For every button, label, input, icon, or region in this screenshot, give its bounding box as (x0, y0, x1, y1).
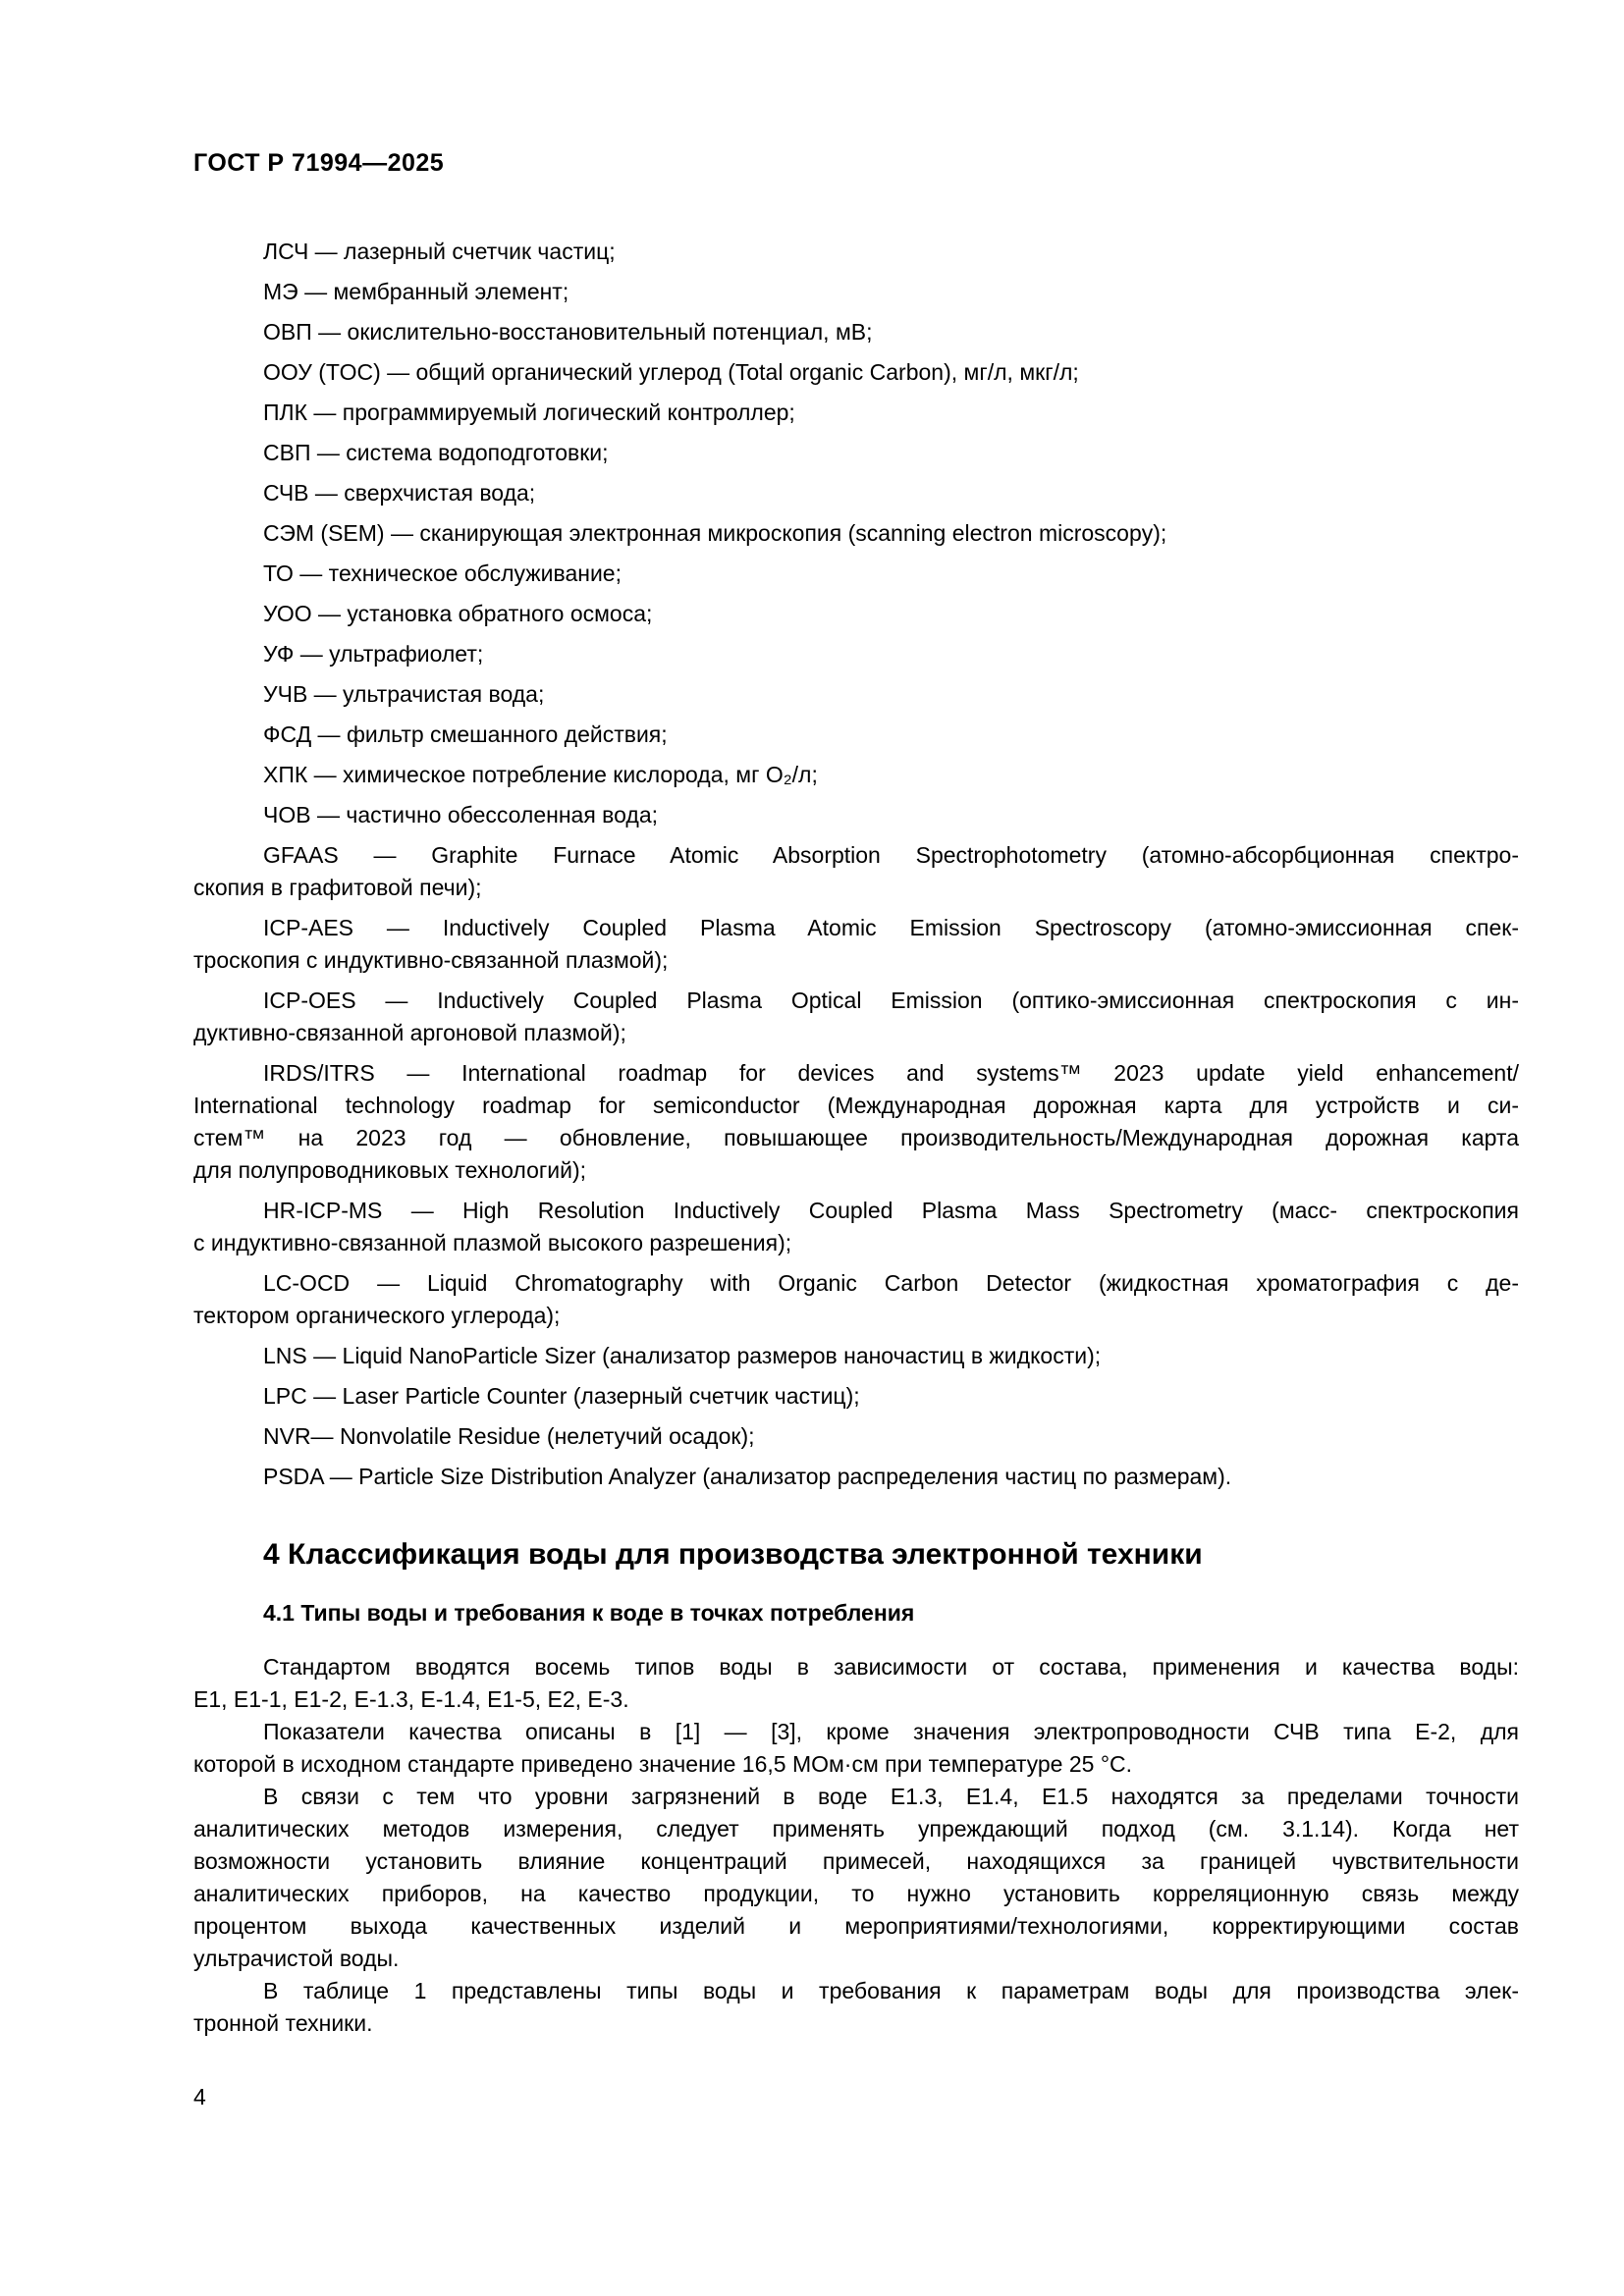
abbreviation-item (193, 912, 1519, 977)
body-paragraph-line: Показатели качества описаны в [1] — [3], кроме значения электропроводности СЧВ типа Е-2, для (263, 1719, 1519, 1744)
body-paragraph-line: тронной техники. (193, 2010, 373, 2036)
abbreviation-item-line: ICP-OES — Inductively Coupled Plasma Optical Emission (оптико-эмиссионная спектроскопия с ин- (263, 988, 1519, 1013)
abbreviation-item-line: ЛСЧ — лазерный счетчик частиц; (263, 239, 616, 264)
abbreviation-item-line: LNS — Liquid NanoParticle Sizer (анализатор размеров наночастиц в жидкости); (263, 1343, 1102, 1368)
abbreviation-item-line: дуктивно-связанной аргоновой плазмой); (193, 1020, 626, 1045)
abbreviation-item-line: УФ — ультрафиолет; (263, 641, 484, 667)
abbreviation-item (193, 1380, 1519, 1413)
abbreviation-item (193, 477, 1519, 509)
body-paragraph (193, 1975, 1519, 2040)
body-paragraph-line: возможности установить влияние концентраций примесей, находящихся за границей чувствительности (193, 1848, 1519, 1874)
body-paragraph-line: аналитических приборов, на качество продукции, то нужно установить корреляционную связь между (193, 1881, 1519, 1906)
abbreviation-item (193, 437, 1519, 469)
abbreviation-item-line: IRDS/ITRS — International roadmap for devices and systems™ 2023 update yield enhancement/ (263, 1060, 1519, 1086)
abbreviation-item-line: троскопия с индуктивно-связанной плазмой); (193, 947, 669, 973)
abbreviation-item (193, 719, 1519, 751)
body-paragraph-line: которой в исходном стандарте приведено значение 16,5 МОм·см при температуре 25 °С. (193, 1751, 1133, 1777)
abbreviation-item-line: ICP-AES — Inductively Coupled Plasma Atomic Emission Spectroscopy (атомно-эмиссионная спек- (263, 915, 1519, 940)
abbreviation-item-line: УОО — установка обратного осмоса; (263, 601, 653, 626)
abbreviation-item-line: УЧВ — ультрачистая вода; (263, 681, 545, 707)
abbreviation-item-line: ФСД — фильтр смешанного действия; (263, 721, 668, 747)
abbreviation-item (193, 759, 1519, 791)
abbreviation-item-line: с индуктивно-связанной плазмой высокого разрешения); (193, 1230, 792, 1255)
abbreviation-item (193, 356, 1519, 389)
abbreviation-item (193, 839, 1519, 904)
abbreviation-item (193, 517, 1519, 550)
abbreviation-item (193, 598, 1519, 630)
abbreviation-item-line: тектором органического углерода); (193, 1303, 561, 1328)
abbreviation-item-line: LC-OCD — Liquid Chromatography with Organic Carbon Detector (жидкостная хроматография с де- (263, 1270, 1519, 1296)
body-paragraph-line: В таблице 1 представлены типы воды и требования к параметрам воды для производства элек- (263, 1978, 1519, 2003)
body-paragraph-line: Стандартом вводятся восемь типов воды в зависимости от состава, применения и качества воды: (263, 1654, 1519, 1680)
body-paragraph-line: аналитических методов измерения, следует применять упреждающий подход (см. 3.1.14). Когда нет (193, 1816, 1519, 1842)
abbreviation-item-line: СВП — система водоподготовки; (263, 440, 609, 465)
abbreviation-item-line: СЭМ (SEM) — сканирующая электронная микроскопия (scanning electron microscopy); (263, 520, 1167, 546)
body-paragraph-line: Е1, Е1-1, Е1-2, Е-1.3, Е-1.4, Е1-5, Е2, Е-3. (193, 1686, 629, 1712)
abbreviation-item-line: PSDA — Particle Size Distribution Analyzer (анализатор распределения частиц по размерам). (263, 1464, 1232, 1489)
abbreviation-item (193, 678, 1519, 711)
abbreviation-item-line: NVR— Nonvolatile Residue (нелетучий осадок); (263, 1423, 755, 1449)
page-content (193, 145, 1519, 2040)
abbreviation-item (193, 799, 1519, 831)
abbreviation-item-line: для полупроводниковых технологий); (193, 1157, 587, 1183)
abbreviations-list (193, 236, 1519, 1493)
abbreviation-item (193, 236, 1519, 268)
abbreviation-item-line: International technology roadmap for semiconductor (Международная дорожная карта для устройств и си- (193, 1093, 1519, 1118)
abbreviation-item (193, 638, 1519, 670)
body-paragraph (193, 1651, 1519, 1716)
abbreviation-item-line: ПЛК — программируемый логический контроллер; (263, 400, 795, 425)
abbreviation-item (193, 276, 1519, 308)
section-heading: 4 Классификация воды для производства электронной техники (263, 1538, 1203, 1571)
abbreviation-item-line: стем™ на 2023 год — обновление, повышающее производительность/Международная дорожная карта (193, 1125, 1519, 1150)
abbreviation-item-line: СЧВ — сверхчистая вода; (263, 480, 536, 506)
abbreviation-item-line: ХПК — химическое потребление кислорода, мг О₂/л; (263, 762, 818, 787)
page-number: 4 (193, 2084, 206, 2109)
body-paragraph (193, 1716, 1519, 1781)
abbreviation-item (193, 1340, 1519, 1372)
abbreviation-item-line: GFAAS — Graphite Furnace Atomic Absorption Spectrophotometry (атомно-абсорбционная спектро- (263, 842, 1519, 868)
abbreviation-item-line: ЧОВ — частично обессоленная вода; (263, 802, 659, 828)
abbreviation-item-line: скопия в графитовой печи); (193, 875, 482, 900)
abbreviation-item (193, 1195, 1519, 1259)
body-paragraph-line: В связи с тем что уровни загрязнений в воде Е1.3, Е1.4, Е1.5 находятся за пределами точности (263, 1784, 1519, 1809)
body-paragraphs (193, 1651, 1519, 2040)
subsection-heading: 4.1 Типы воды и требования к воде в точках потребления (263, 1600, 915, 1626)
body-paragraph-line: процентом выхода качественных изделий и мероприятиями/технологиями, корректирующими состав (193, 1913, 1519, 1939)
abbreviation-item-line: LPC — Laser Particle Counter (лазерный счетчик частиц); (263, 1383, 860, 1409)
abbreviation-item (193, 1057, 1519, 1187)
abbreviation-item (193, 985, 1519, 1049)
body-paragraph (193, 1781, 1519, 1975)
abbreviation-item-line: ООУ (TOC) — общий органический углерод (Total organic Carbon), мг/л, мкг/л; (263, 359, 1079, 385)
abbreviation-item-line: HR-ICP-MS — High Resolution Inductively Coupled Plasma Mass Spectrometry (масс- спектроскопия (263, 1198, 1519, 1223)
abbreviation-item (193, 1267, 1519, 1332)
running-header: ГОСТ Р 71994—2025 (193, 149, 445, 177)
abbreviation-item (193, 1420, 1519, 1453)
abbreviation-item-line: МЭ — мембранный элемент; (263, 279, 569, 304)
abbreviation-item (193, 316, 1519, 348)
abbreviation-item-line: ОВП — окислительно-восстановительный потенциал, мВ; (263, 319, 873, 345)
abbreviation-item (193, 1461, 1519, 1493)
abbreviation-item-line: ТО — техническое обслуживание; (263, 561, 622, 586)
abbreviation-item (193, 558, 1519, 590)
abbreviation-item (193, 397, 1519, 429)
body-paragraph-line: ультрачистой воды. (193, 1946, 400, 1971)
